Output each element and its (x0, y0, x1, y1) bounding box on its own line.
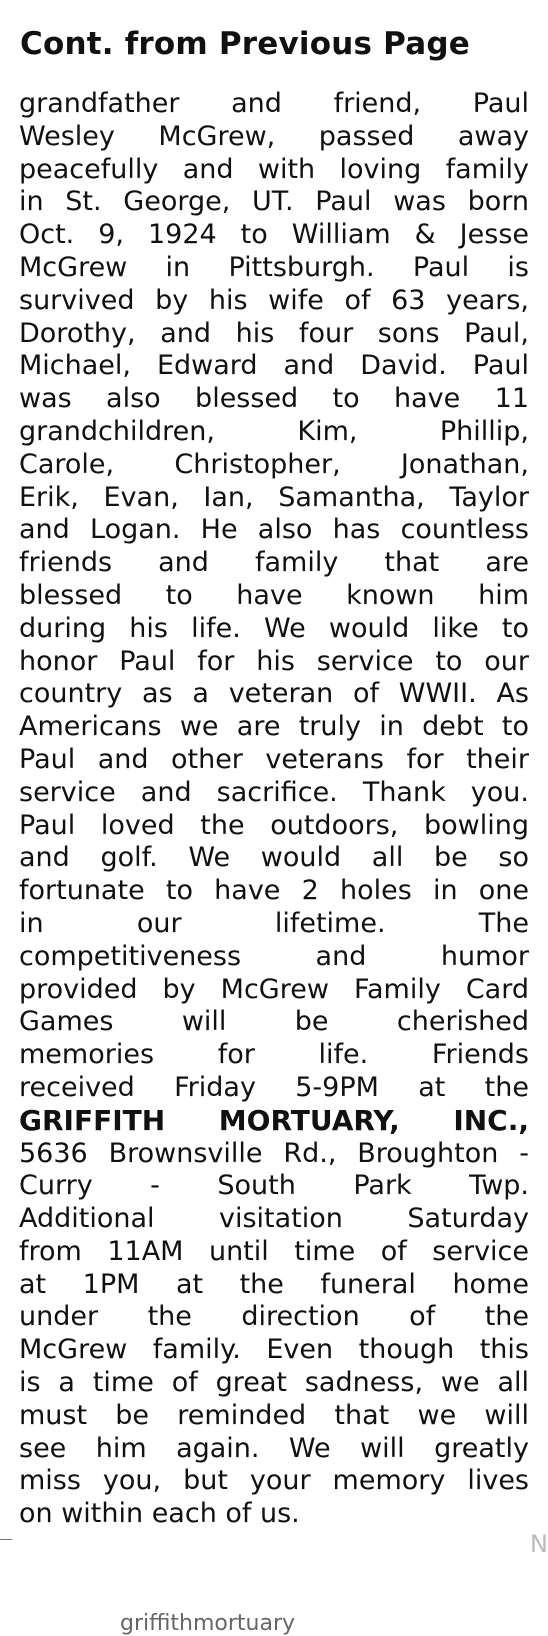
text-line: is a time of great sadness, we all (19, 1367, 529, 1399)
text-line: survived by his wife of 63 years, (19, 284, 529, 316)
text-line: miss you, but your memory lives (19, 1465, 529, 1497)
text-line: McGrew in Pittsburgh. Paul is (19, 251, 529, 283)
text-line: service and sacrifice. Thank you. (19, 776, 529, 808)
margin-rule (0, 1539, 12, 1540)
text-line: and Logan. He also has countless (19, 514, 529, 546)
funeral-home-name: GRIFFITH MORTUARY, INC., (19, 1103, 529, 1137)
text-line: under the direction of the (19, 1301, 529, 1333)
text-line: see him again. We will greatly (19, 1432, 529, 1464)
text-line: peacefully and with loving family (19, 153, 529, 185)
text-line: provided by McGrew Family Card (19, 973, 529, 1005)
text-line: Games will be cherished (19, 1006, 529, 1038)
text-line: friends and family that are (19, 547, 529, 579)
continuation-heading: Cont. from Previous Page (20, 26, 470, 62)
text-line: competitiveness and humor (19, 940, 529, 972)
text-line: Americans we are truly in debt to (19, 711, 529, 743)
text-line: fortunate to have 2 holes in one (19, 875, 529, 907)
text-line: Carole, Christopher, Jonathan, (19, 448, 529, 480)
text-line: must be reminded that we will (19, 1399, 529, 1431)
text-line: received Friday 5-9PM at the (19, 1071, 529, 1103)
text-line: and golf. We would all be so (19, 842, 529, 874)
text-line: grandchildren, Kim, Phillip, (19, 415, 529, 447)
text-line: Paul loved the outdoors, bowling (19, 809, 529, 841)
text-line: McGrew family. Even though this (19, 1334, 529, 1366)
text-line: 5636 Brownsville Rd., Broughton - (19, 1137, 529, 1169)
text-line: blessed to have known him (19, 579, 529, 611)
text-line: in our lifetime. The (19, 907, 529, 939)
clipped-adjacent-text: N (530, 1530, 548, 1558)
text-line: honor Paul for his service to our (19, 645, 529, 677)
text-line: at 1PM at the funeral home (19, 1268, 529, 1300)
text-line: Curry - South Park Twp. (19, 1170, 529, 1202)
text-line: was also blessed to have 11 (19, 383, 529, 415)
text-line: Additional visitation Saturday (19, 1203, 529, 1235)
clipped-bottom-text: griffithmortuary (120, 1611, 296, 1636)
text-line-last: on within each of us. (19, 1498, 300, 1530)
obituary-body (19, 88, 529, 1531)
text-line: memories for life. Friends (19, 1039, 529, 1071)
text-line: during his life. We would like to (19, 612, 529, 644)
text-line: country as a veteran of WWII. As (19, 678, 529, 710)
text-line: Paul and other veterans for their (19, 743, 529, 775)
text-line: Erik, Evan, Ian, Samantha, Taylor (19, 481, 529, 513)
text-line: Oct. 9, 1924 to William & Jesse (19, 219, 529, 251)
text-line: from 11AM until time of service (19, 1235, 529, 1267)
text-line: grandfather and friend, Paul (19, 88, 529, 119)
text-line: in St. George, UT. Paul was born (19, 186, 529, 218)
text-line: Wesley McGrew, passed away (19, 120, 529, 152)
text-line: Michael, Edward and David. Paul (19, 350, 529, 382)
text-line: Dorothy, and his four sons Paul, (19, 317, 529, 349)
